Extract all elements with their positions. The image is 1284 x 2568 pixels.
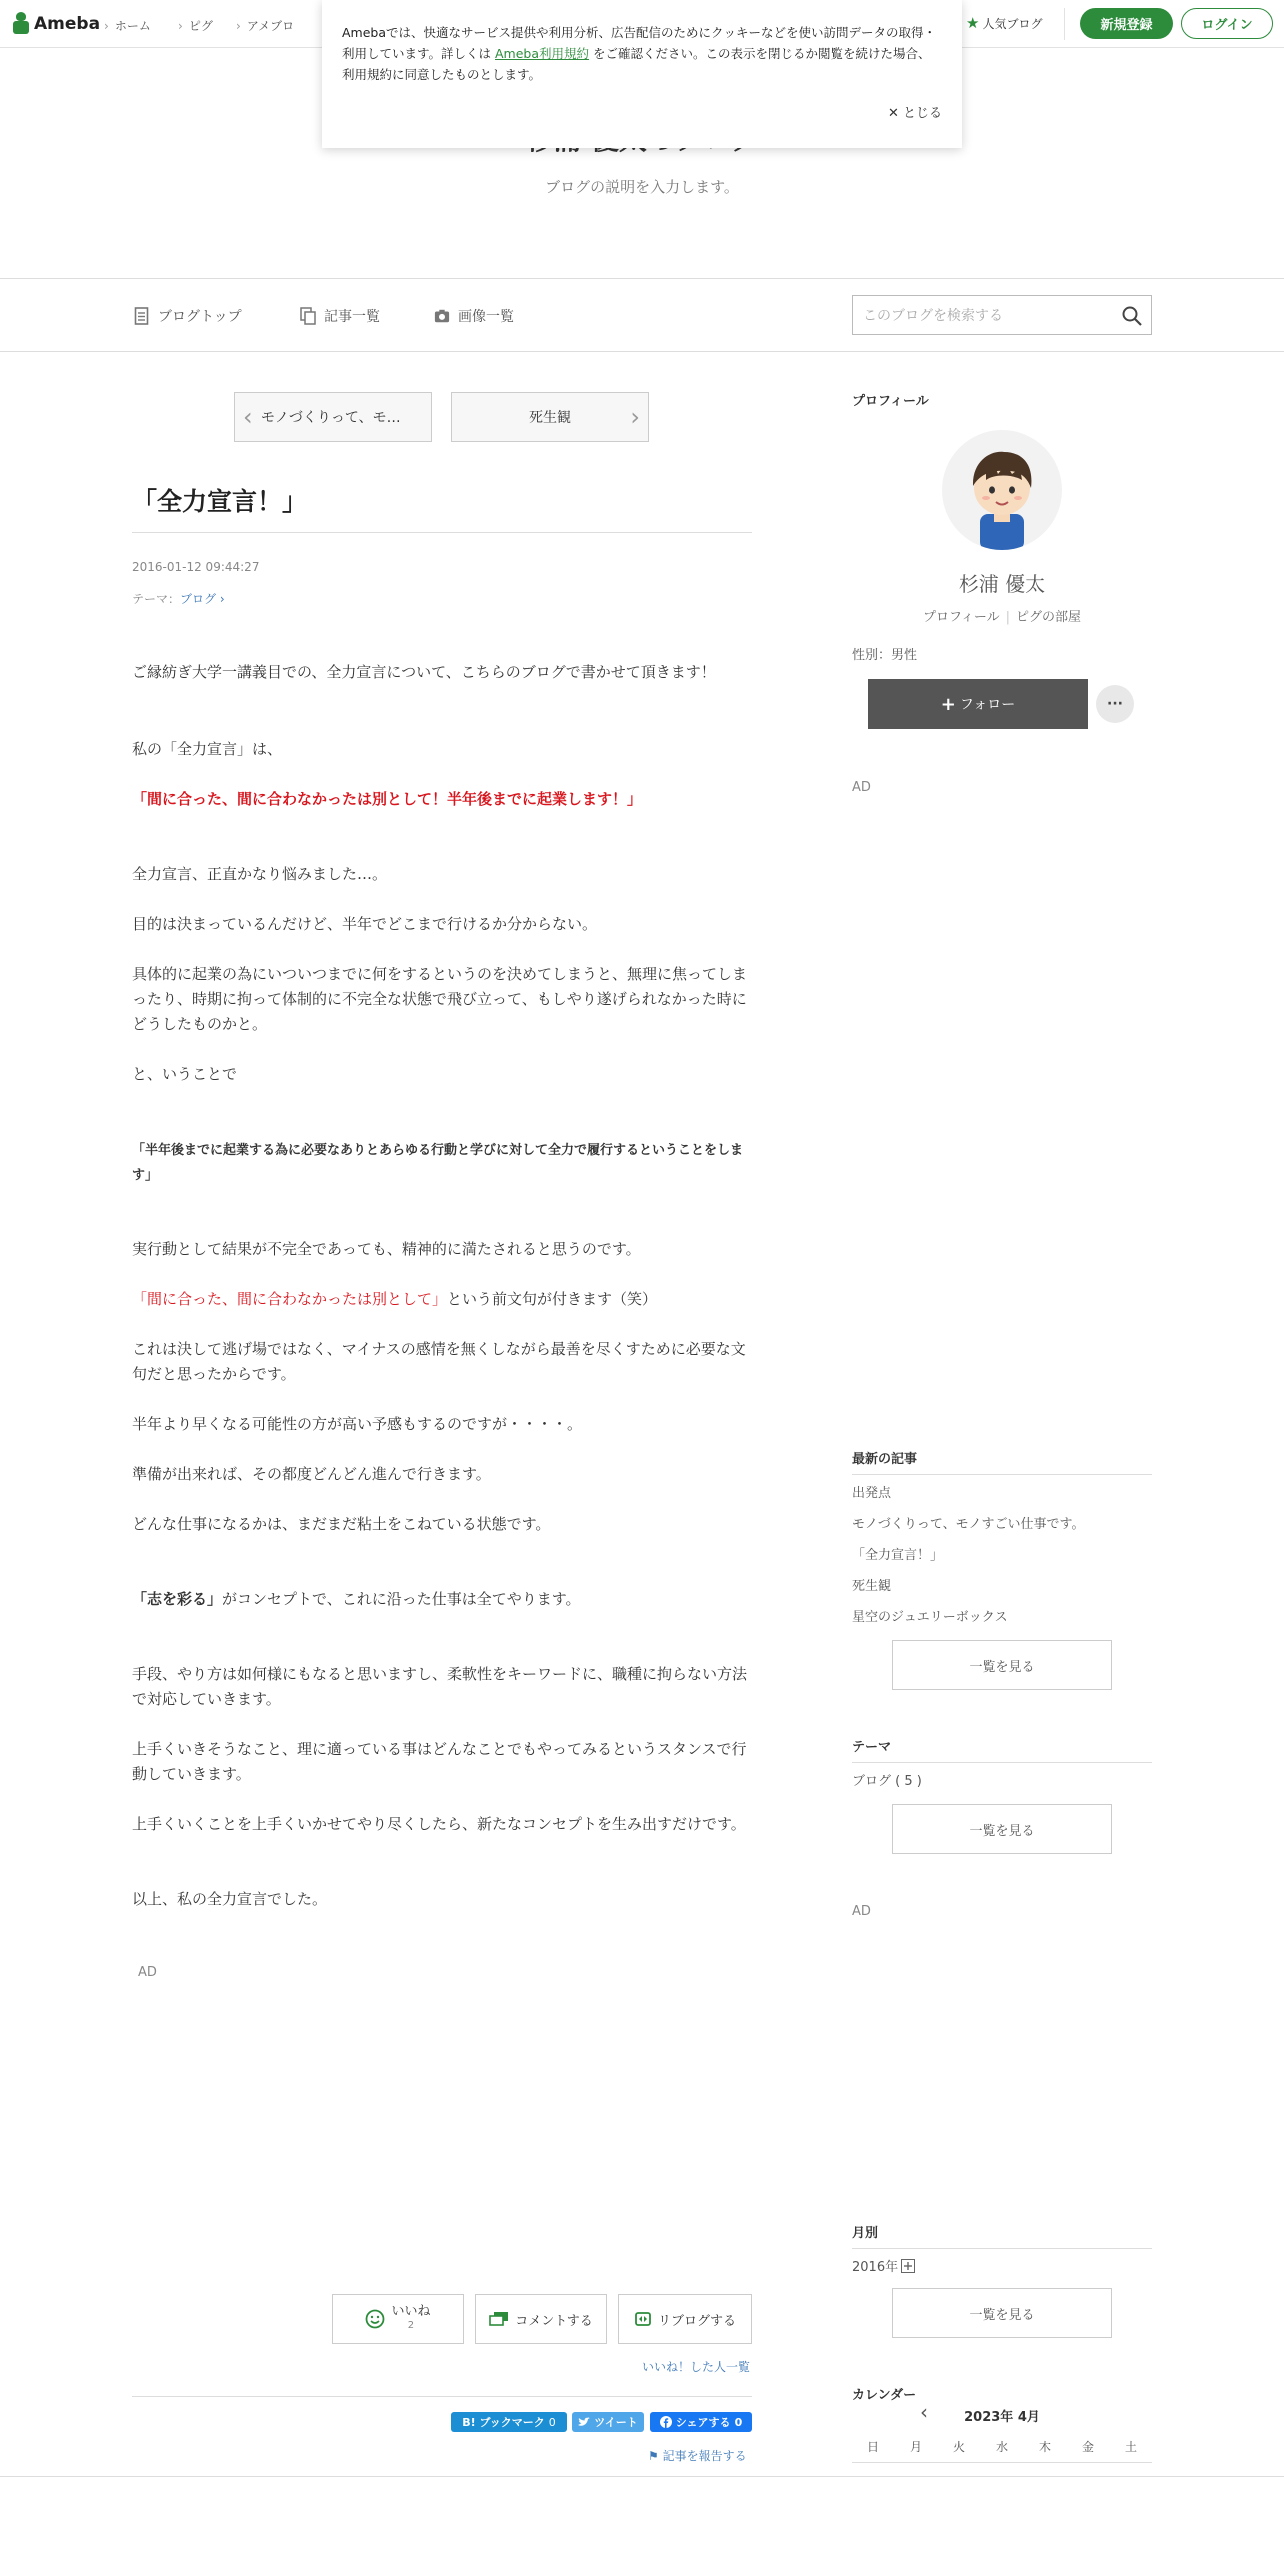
weekday-label: 日 <box>866 2440 879 2454</box>
blog-description: ブログの説明を入力します。 <box>545 178 739 196</box>
weekday-label: 水 <box>995 2440 1008 2454</box>
twitter-bird-icon <box>578 2417 590 2427</box>
article-paragraph: 上手くいきそうなこと、理に適っている事はどんなことでもやってみるというスタンスで行動していきます。 <box>132 1740 747 1783</box>
latest-article-link[interactable]: 死生観 <box>852 1579 892 1594</box>
ameba-mascot-icon <box>12 12 30 36</box>
article-paragraph: 実行動として結果が不完全であっても、精神的に満たされると思うのです。 <box>132 1240 641 1258</box>
facebook-icon <box>660 2416 672 2428</box>
register-button[interactable]: 新規登録 <box>1080 8 1173 39</box>
author-name[interactable]: 杉浦 優太 <box>958 572 1046 596</box>
divider <box>132 532 752 533</box>
reblog-button[interactable]: リブログする <box>618 2294 752 2344</box>
cookie-close-button[interactable]: ✕ とじる <box>887 106 942 121</box>
follow-button[interactable]: + フォロー <box>868 679 1088 729</box>
article-paragraph: 目的は決まっているんだけど、半年でどこまで行けるか分からない。 <box>132 915 598 933</box>
nav-ameblo[interactable]: › アメブロ <box>236 17 294 34</box>
article-paragraph: 私の「全力宣言」は、 <box>132 740 283 758</box>
chevron-left-icon: ‹ <box>243 403 253 431</box>
blog-search <box>852 295 1152 335</box>
more-options-button[interactable]: ··· <box>1096 685 1134 723</box>
chevron-right-icon: › <box>216 592 225 606</box>
ad-label: AD <box>852 1904 871 1919</box>
plus-icon: + <box>940 693 956 715</box>
avatar[interactable] <box>942 430 1062 550</box>
article-paragraph: これは決して逃げ場ではなく、マイナスの感情を無くしながら最善を尽くすために必要な文句だと思ったからです。 <box>132 1340 746 1383</box>
profile-link[interactable]: プロフィール <box>922 610 1000 625</box>
article-paragraph: 半年より早くなる可能性の方が高い予感もするのですが・・・・。 <box>132 1415 583 1433</box>
weekday-label: 火 <box>952 2440 965 2454</box>
gender-text: 性別：男性 <box>852 648 918 663</box>
cookie-consent-banner <box>322 0 962 148</box>
terms-link[interactable]: Ameba利用規約 <box>495 46 590 61</box>
avatar-illustration <box>942 430 1062 550</box>
latest-article-link[interactable]: 星空のジュエリーボックス <box>852 1610 1008 1625</box>
nav-pigg[interactable]: › ピグ <box>178 17 213 34</box>
next-article-button[interactable]: 死生観 › <box>451 392 649 442</box>
profile-links: プロフィール | ピグの部屋 <box>922 610 1082 625</box>
theme-item[interactable]: ブログ ( 5 ) <box>852 1774 922 1789</box>
see-all-articles-button[interactable]: 一覧を見る <box>892 1640 1112 1690</box>
calendar-heading: カレンダー <box>852 2388 917 2403</box>
image-list-link[interactable]: 画像一覧 <box>434 306 514 326</box>
pigg-room-link[interactable]: ピグの部屋 <box>1016 610 1082 625</box>
article-paragraph: 手段、やり方は如何様にもなると思いますし、柔軟性をキーワードに、職種に拘らない方法で対応していきます。 <box>132 1665 748 1708</box>
camera-icon <box>434 307 450 325</box>
weekday-label: 木 <box>1038 2440 1051 2454</box>
header-divider <box>1064 8 1065 40</box>
chevron-right-icon: › <box>630 403 640 431</box>
ameba-logo[interactable]: Ameba <box>12 12 100 36</box>
divider <box>852 2462 1152 2463</box>
monthly-heading: 月別 <box>852 2226 879 2241</box>
ad-label: AD <box>852 780 871 795</box>
theme-heading: テーマ <box>852 1740 892 1755</box>
latest-articles-heading: 最新の記事 <box>852 1452 918 1467</box>
profile-heading: プロフィール <box>852 394 929 409</box>
nav-home[interactable]: › ホーム <box>104 17 151 34</box>
divider <box>132 2396 752 2397</box>
hatena-bookmark-button[interactable]: B! ブックマーク 0 <box>451 2412 567 2432</box>
blog-top-link[interactable]: ブログトップ <box>134 306 242 326</box>
article-title: 「全力宣言！」 <box>132 487 308 516</box>
ad-label: AD <box>138 1965 157 1980</box>
article-paragraph: 以上、私の全力宣言でした。 <box>132 1890 328 1908</box>
theme-link[interactable]: ブログ <box>180 592 217 606</box>
blog-nav-bar <box>0 278 1284 352</box>
copy-pages-icon <box>300 307 316 325</box>
like-button[interactable] <box>332 2294 464 2344</box>
search-input[interactable] <box>853 296 1113 334</box>
article-paragraph: 全力宣言、正直かなり悩みました…。 <box>132 865 388 883</box>
weekday-label: 金 <box>1081 2440 1094 2454</box>
calendar-month: 2023年 4月 <box>964 2410 1040 2425</box>
star-icon: ★ <box>966 14 980 32</box>
close-icon: ✕ <box>887 106 899 121</box>
article-list-link[interactable]: 記事一覧 <box>300 306 380 326</box>
like-count: 2 <box>407 2320 415 2331</box>
year-toggle[interactable]: 2016年 <box>852 2256 915 2275</box>
article-paragraph: 準備が出来れば、その都度どんどん進んで行きます。 <box>132 1465 491 1483</box>
weekday-label: 月 <box>909 2440 922 2454</box>
smile-icon <box>365 2309 385 2329</box>
chevron-left-icon: ‹ <box>920 2400 928 2424</box>
expand-plus-icon <box>901 2259 915 2273</box>
weekday-label: 土 <box>1124 2440 1137 2454</box>
latest-article-link[interactable]: 「全力宣言！」 <box>852 1548 944 1563</box>
latest-article-link[interactable]: 出発点 <box>852 1486 892 1501</box>
latest-article-link[interactable]: モノづくりって、モノすごい仕事です。 <box>852 1517 1085 1532</box>
facebook-share-button[interactable]: シェアする 0 <box>650 2412 752 2432</box>
login-button[interactable]: ログイン <box>1181 8 1273 39</box>
article-date: 2016-01-12 09:44:27 <box>132 560 260 574</box>
article-emphasis: 「間に合った、間に合わなかったは別として！半年後までに起業します！」 <box>132 790 643 808</box>
comment-button[interactable]: コメントする <box>475 2294 607 2344</box>
article-theme: テーマ：ブログ › <box>132 592 225 606</box>
article-paragraph: ご縁紡ぎ大学一講義目での、全力宣言について、こちらのブログで書かせて頂きます！ <box>132 663 716 681</box>
reblog-icon <box>634 2310 652 2328</box>
divider <box>852 1474 1152 1475</box>
article-emphasis: 「半年後までに起業する為に必要なありとあらゆる行動と学びに対して全力で履行するということをします」 <box>132 1143 744 1183</box>
see-all-themes-button[interactable]: 一覧を見る <box>892 1804 1112 1854</box>
divider <box>852 2248 1152 2249</box>
article-paragraph: 具体的に起業の為にいついつまでに何をするというのを決めてしまうと、無理に焦ってしまったり、時期に拘って体制的に不完全な状態で飛び立って、もしやり遂げられなかった時にどうしたものかと。 <box>132 965 748 1033</box>
liked-users-link[interactable]: いいね！した人一覧 <box>642 2360 751 2374</box>
article-paragraph: 上手くいくことを上手くいかせてやり尽くしたら、新たなコンセプトを生み出すだけです。 <box>132 1815 746 1833</box>
see-all-months-button[interactable]: 一覧を見る <box>892 2288 1112 2338</box>
flag-icon: ⚑ <box>648 2449 659 2463</box>
document-icon <box>134 307 150 325</box>
cookie-text: Amebaでは、快適なサービス提供や利用分析、広告配信のためにクッキーなどを使い訪問データの取得・利用しています。詳しくは Ameba利用規約 をご確認ください。この表示を閉じるか閲覧を続けた場合、利用規約に同意したものとします。 <box>342 25 937 82</box>
search-icon[interactable] <box>1121 305 1143 327</box>
divider <box>852 1762 1152 1763</box>
article-paragraph: 「志を彩る」がコンセプトで、これに沿った仕事は全てやります。 <box>132 1590 581 1608</box>
divider <box>0 2476 1284 2477</box>
report-article-link[interactable]: ⚑ 記事を報告する <box>648 2449 747 2463</box>
comment-icon <box>489 2311 509 2327</box>
article-paragraph: と、いうことで <box>132 1065 238 1083</box>
popular-blog-link[interactable]: ★ 人気ブログ <box>966 14 1043 32</box>
article-paragraph: どんな仕事になるかは、まだまだ粘土をこねている状態です。 <box>132 1515 551 1533</box>
tweet-button[interactable]: ツイート <box>572 2412 644 2432</box>
like-label: いいね <box>391 2304 431 2319</box>
prev-article-button[interactable]: ‹ モノづくりって、モ… <box>234 392 432 442</box>
article-paragraph: 「間に合った、間に合わなかったは別として」という前文句が付きます（笑） <box>132 1290 658 1308</box>
